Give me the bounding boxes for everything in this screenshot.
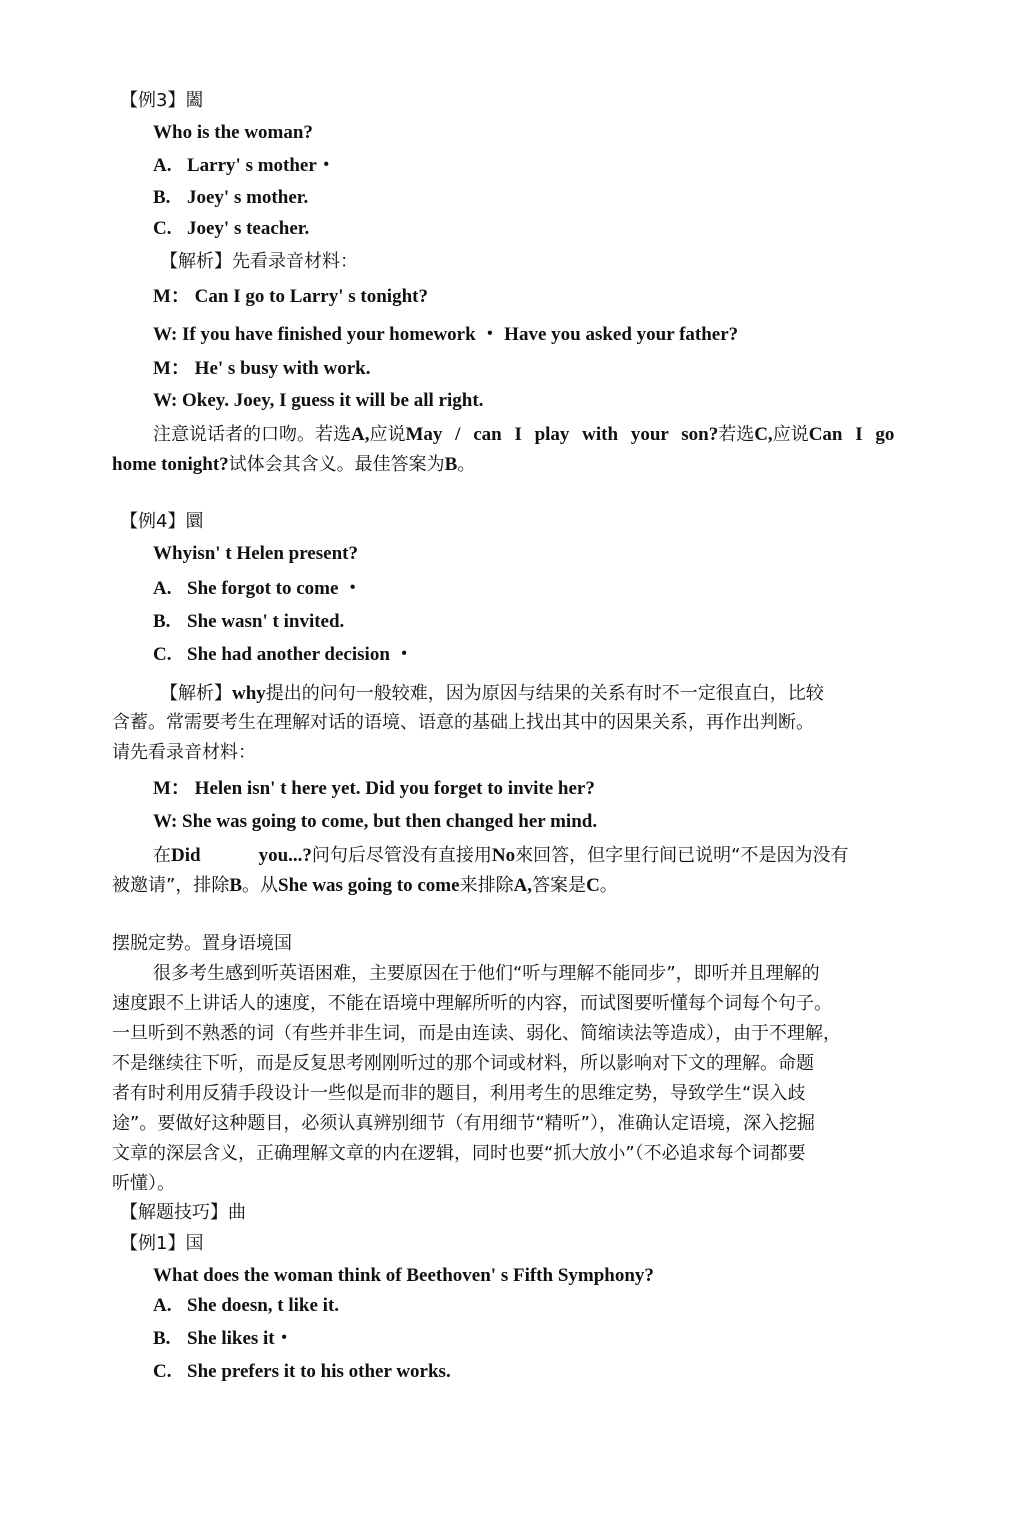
option-label: A. [153,1295,172,1316]
example-3-analysis-intro: 【解析】先看录音材料： [160,251,358,272]
option-text: She had another decision ・ [187,644,414,665]
option-text: She prefers it to his other works. [187,1361,451,1382]
analysis-text: 【解析】 [160,683,232,704]
section-paragraph-line: 者有时利用反猜手段设计一些似是而非的题目，利用考生的思维定势，导致学生“误入歧 [112,1083,806,1104]
tips-heading: 【解题技巧】曲 [120,1202,246,1223]
section-paragraph-line: 途”。要做好这种题目，必须认真辨别细节（有用细节“精听”），准确认定语境，深入挖掘 [112,1113,815,1134]
note-text: No [491,845,516,866]
note-text: 。 [599,875,618,896]
example-1-option-c [153,1362,451,1381]
example-3-option-a [153,156,336,175]
option-text: She wasn' t invited. [187,611,345,632]
example-1-option-b [153,1329,294,1348]
example-3-dialog-line: M： Can I go to Larry' s tonight? [153,286,428,307]
option-label: B. [153,611,171,632]
option-text: Larry' s mother・ [187,155,336,176]
note-text: 注意说话者的口吻。若选 [153,424,351,445]
option-label: A. [153,155,172,176]
example-4-dialog-line: M： Helen isn' t here yet. Did you forget to invite her? [153,778,595,799]
note-text: you...? [258,845,312,866]
example-4-option-a [153,579,362,598]
note-text: 。 [457,454,476,475]
option-text: She likes it・ [187,1328,294,1349]
section-paragraph-line: 很多考生感到听英语困难，主要原因在于他们“听与理解不能同步”，即听并且理解的 [153,963,820,984]
option-label: A. [153,578,172,599]
note-text: 应说 [772,424,809,445]
example-4-analysis-line-2: 含蓄。常需要考生在理解对话的语境、语意的基础上找出其中的因果关系，再作出判断。 [112,712,814,733]
note-text: 在 [153,845,171,866]
option-label: B. [153,187,171,208]
example-4-question: Whyisn' t Helen present? [153,543,358,564]
analysis-text: why [232,683,266,704]
option-text: She doesn, t like it. [187,1295,340,1316]
note-text: A, [351,424,370,445]
note-text: May / can I play with your son? [405,424,719,445]
option-text: Joey' s mother. [187,187,309,208]
note-text: 來回答，但字里行间已说明“不是因为没有 [515,845,849,866]
note-text: 。从 [242,875,279,896]
section-paragraph-line: 文章的深层含义，正确理解文章的内在逻辑，同时也要“抓大放小”（不必追求每个词都要 [112,1143,806,1164]
note-text: home tonight? [112,454,229,475]
example-4-note-line-1 [153,846,848,865]
note-text: 试体会其含义。最佳答案为 [228,454,445,475]
note-text: C [586,875,600,896]
example-3-note-line-2 [112,455,475,474]
example-4-analysis-line-1 [160,684,824,703]
example-4-analysis-line-3: 请先看录音材料： [112,742,256,763]
note-text: 应说 [369,424,406,445]
example-1-question: What does the woman think of Beethoven' s Fifth Symphony? [153,1265,654,1286]
note-text: Did [171,845,201,866]
note-text: 被邀请”，排除 [112,875,230,896]
example-1-heading: 【例1】国 [120,1233,204,1254]
example-4-note-line-2 [112,876,618,895]
note-text: B [229,875,243,896]
option-label: B. [153,1328,171,1349]
option-text: Joey' s teacher. [187,218,310,239]
note-text: 答案是 [532,875,587,896]
note-text: She was going to come [278,875,460,896]
example-1-option-a [153,1296,339,1315]
section-paragraph-line: 听懂）。 [112,1173,175,1194]
option-text: She forgot to come ・ [187,578,363,599]
note-text: C, [754,424,773,445]
note-text: Can I go [808,424,895,445]
section-paragraph-line: 不是继续往下听，而是反复思考刚刚听过的那个词或材料，所以影响对下文的理解。命题 [112,1053,814,1074]
note-text: A, [513,875,533,896]
example-3-option-b [153,188,308,207]
section-paragraph-line: 速度跟不上讲话人的速度，不能在语境中理解所听的内容，而试图要听懂每个词每个句子。 [112,993,832,1014]
example-3-heading: 【例3】闔 [120,90,204,111]
example-4-heading: 【例4】圜 [120,511,204,532]
analysis-text: 提出的问句一般较难，因为原因与结果的关系有时不一定很直白，比较 [265,683,824,704]
example-3-dialog-line: M： He' s busy with work. [153,358,371,379]
example-3-dialog-line: W: Okey. Joey, I guess it will be all right. [153,390,484,411]
example-3-option-c [153,219,309,238]
section-heading: 摆脱定势。置身语境国 [112,933,292,954]
example-3-note-line-1 [153,425,913,444]
note-text: 若选 [718,424,755,445]
note-text: B [444,454,458,475]
option-label: C. [153,218,172,239]
example-4-option-b [153,612,344,631]
option-label: C. [153,644,172,665]
example-3-question: Who is the woman? [153,122,313,143]
example-4-dialog-line: W: She was going to come, but then changed her mind. [153,811,598,832]
option-label: C. [153,1361,172,1382]
example-3-dialog-line: W: If you have finished your homework ・ Have you asked your father? [153,324,739,345]
note-text: 问句后尽管没有直接用 [311,845,492,866]
note-text: 来排除 [459,875,514,896]
section-paragraph-line: 一旦听到不熟悉的词（有些并非生词，而是由连读、弱化、简缩读法等造成），由于不理解， [112,1023,841,1044]
example-4-option-c [153,645,414,664]
